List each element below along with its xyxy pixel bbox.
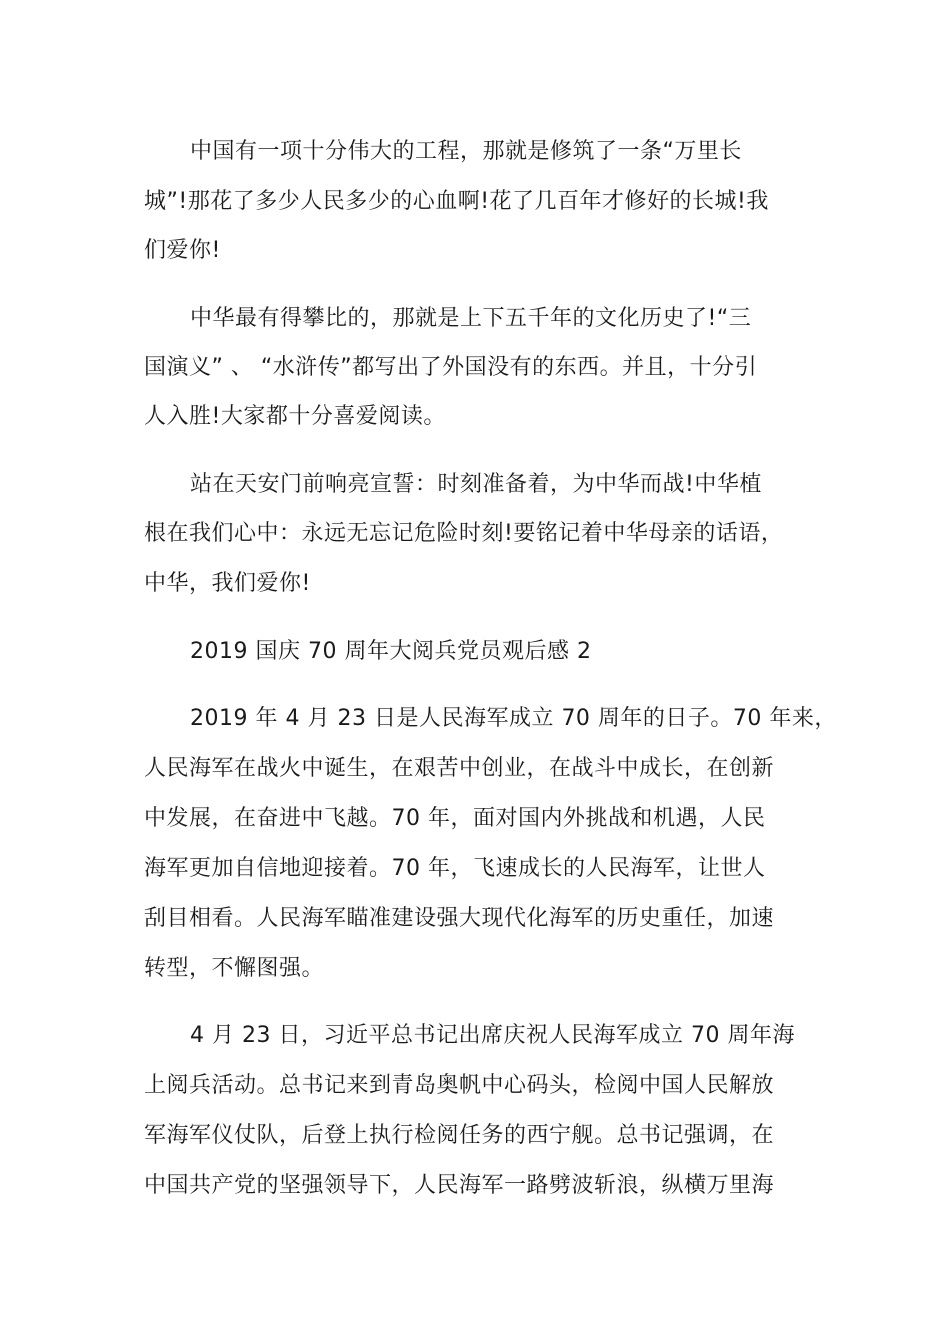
paragraph-3-line-2: 根在我们心中：永远无忘记危险时刻!要铭记着中华母亲的话语， (144, 521, 784, 546)
paragraph-4-line-5: 刮目相看。人民海军瞄准建设强大现代化海军的历史重任，加速 (144, 906, 775, 931)
paragraph-4-line-4: 海军更加自信地迎接着。70 年，飞速成长的人民海军，让世人 (144, 856, 766, 881)
paragraph-2-line-2: 国演义” 、 “水浒传”都写出了外国没有的东西。并且，十分引 (144, 355, 758, 380)
paragraph-5-line-1: 4 月 23 日，习近平总书记出席庆祝人民海军成立 70 周年海 (190, 1023, 795, 1048)
paragraph-1-line-3: 们爱你! (144, 238, 221, 263)
paragraph-2-line-1: 中华最有得攀比的，那就是上下五千年的文化历史了!“三 (190, 306, 752, 331)
paragraph-5-line-2: 上阅兵活动。总书记来到青岛奥帆中心码头，检阅中国人民解放 (144, 1073, 775, 1098)
section-heading: 2019 国庆 70 周年大阅兵党员观后感 2 (190, 639, 592, 664)
paragraph-4-line-2: 人民海军在战火中诞生，在艰苦中创业，在战斗中成长，在创新 (144, 756, 775, 781)
paragraph-3-line-3: 中华，我们爱你! (144, 571, 311, 596)
paragraph-4-line-3: 中发展，在奋进中飞越。70 年，面对国内外挑战和机遇，人民 (144, 806, 766, 831)
paragraph-1-line-2: 城”!那花了多少人民多少的心血啊!花了几百年才修好的长城!我 (144, 189, 769, 214)
paragraph-3-line-1: 站在天安门前响亮宣誓：时刻准备着，为中华而战!中华植 (190, 472, 762, 497)
paragraph-5-line-4: 中国共产党的坚强领导下，人民海军一路劈波斩浪，纵横万里海 (144, 1173, 775, 1198)
paragraph-2-line-3: 人入胜!大家都十分喜爱阅读。 (144, 404, 446, 429)
paragraph-5-line-3: 军海军仪仗队，后登上执行检阅任务的西宁舰。总书记强调，在 (144, 1123, 775, 1148)
paragraph-4-line-6: 转型，不懈图强。 (144, 956, 325, 981)
paragraph-1-line-1: 中国有一项十分伟大的工程，那就是修筑了一条“万里长 (190, 139, 742, 164)
paragraph-4-line-1: 2019 年 4 月 23 日是人民海军成立 70 周年的日子。70 年来， (190, 706, 837, 731)
